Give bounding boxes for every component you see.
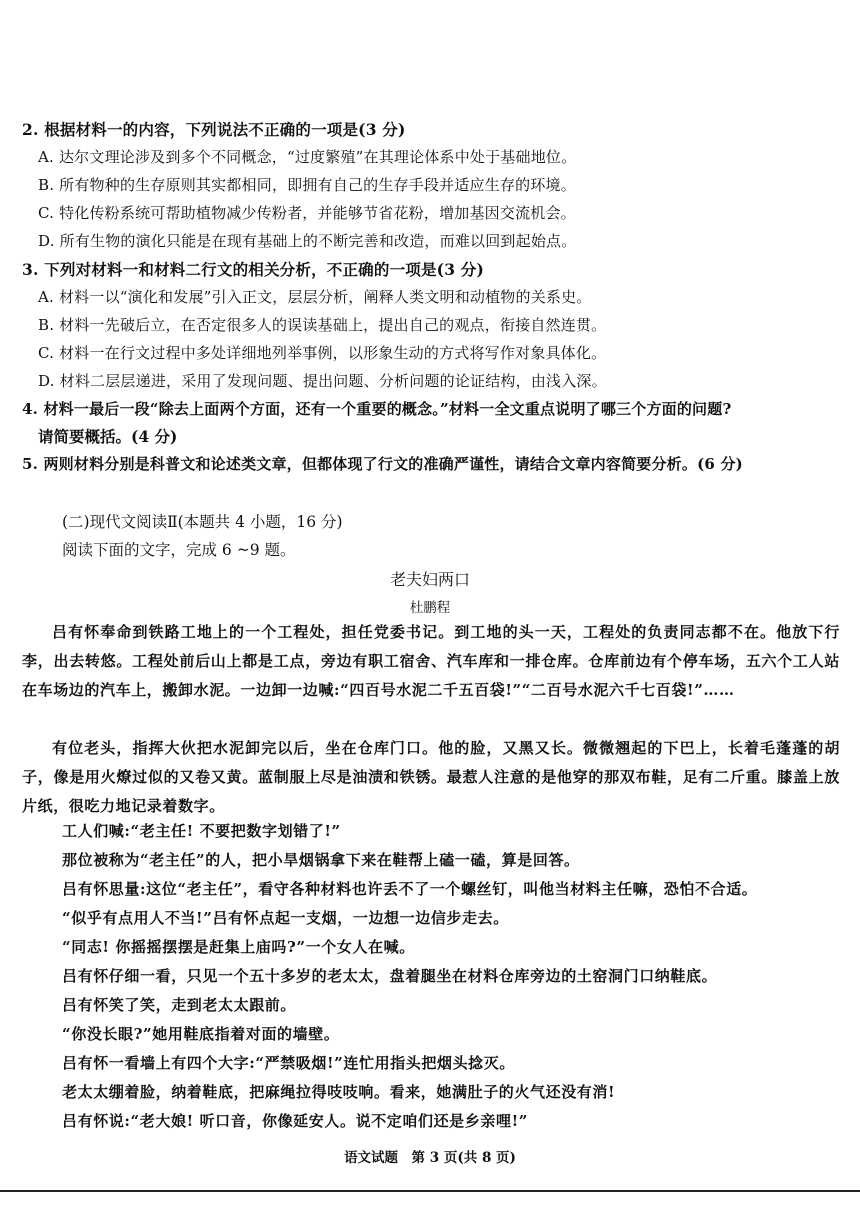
question-2-option-b: B. 所有物种的生存原则其实都相同，即拥有自己的生存手段并适应生存的环境。	[38, 176, 576, 194]
section-2-instruction: 阅读下面的文字，完成 6 ~9 题。	[62, 541, 296, 559]
story-line-6: 吕有怀仔细一看，只见一个五十多岁的老太太，盘着腿坐在材料仓库旁边的土窑洞门口纳鞋底。	[62, 967, 718, 985]
question-3-option-c: C. 材料一在行文过程中多处详细地列举事例，以形象生动的方式将写作对象具体化。	[38, 344, 607, 362]
story-line-10: 老太太绷着脸，纳着鞋底，把麻绳拉得吱吱响。看来，她满肚子的火气还没有消!	[62, 1083, 616, 1101]
question-2-option-c: C. 特化传粉系统可帮助植物减少传粉者，并能够节省花粉，增加基因交流机会。	[38, 204, 576, 222]
question-3-option-d: D. 材料二层层递进，采用了发现问题、提出问题、分析问题的论证结构，由浅入深。	[38, 372, 607, 390]
question-4-continuation: 请简要概括。(4 分)	[38, 427, 178, 446]
story-line-2: 那位被称为“老主任”的人，把小旱烟锅拿下来在鞋帮上磕一磕，算是回答。	[62, 851, 580, 869]
story-line-9: 吕有怀一看墙上有四个大字:“严禁吸烟!”连忙用指头把烟头捻灭。	[62, 1054, 515, 1072]
story-line-7: 吕有怀笑了笑，走到老太太跟前。	[62, 996, 297, 1014]
page-footer: 语文试题 第 3 页(共 8 页)	[344, 1150, 516, 1166]
question-3-stem: 3. 下列对材料一和材料二行文的相关分析，不正确的一项是(3 分)	[22, 260, 485, 279]
story-line-8: “你没长眼?”她用鞋底指着对面的墙壁。	[62, 1025, 340, 1043]
story-title: 老夫妇两口	[389, 570, 470, 589]
question-5-stem: 5. 两则材料分别是科普文和论述类文章，但都体现了行文的准确严谨性，请结合文章内容简要分析。(6 分)	[22, 455, 743, 473]
story-author: 杜鹏程	[409, 600, 451, 616]
question-3-option-a: A. 材料一以“演化和发展”引入正文，层层分析，阐释人类文明和动植物的关系史。	[38, 288, 592, 306]
bottom-divider	[0, 1190, 860, 1192]
story-line-5: “同志! 你摇摇摆摆是赶集上庙吗?”一个女人在喊。	[62, 938, 415, 956]
story-paragraph-1: 吕有怀奉命到铁路工地上的一个工程处，担任党委书记。到工地的头一天，工程处的负责同志都不在。他放下行李，出去转悠。工程处前后山上都是工点，旁边有职工宿舍、汽车库和一排仓库。仓库前边有个停车场，五六个工人站在车场边的汽车上，搬卸水泥。一边卸一边喊:“四百号水泥二千五百袋!”“二百号水泥六千七百袋!”……	[22, 623, 840, 699]
question-2-stem: 2. 根据材料一的内容，下列说法不正确的一项是(3 分)	[22, 120, 406, 139]
story-line-4: “似乎有点用人不当!”吕有怀点起一支烟，一边想一边信步走去。	[62, 909, 509, 927]
question-4-stem: 4. 材料一最后一段“除去上面两个方面，还有一个重要的概念。”材料一全文重点说明了哪三个方面的问题?	[22, 400, 732, 418]
story-paragraph-2: 有位老头，指挥大伙把水泥卸完以后，坐在仓库门口。他的脸，又黑又长。微微翘起的下巴上，长着毛蓬蓬的胡子，像是用火燎过似的又卷又黄。蓝制服上尽是油渍和铁锈。最惹人注意的是他穿的那双布鞋，足有二斤重。膝盖上放片纸，很吃力地记录着数字。	[22, 739, 840, 815]
story-line-3: 吕有怀思量:这位“老主任”，看守各种材料也许丢不了一个螺丝钉，叫他当材料主任嘛，恐怕不合适。	[62, 880, 758, 898]
section-2-heading: (二)现代文阅读Ⅱ(本题共 4 小题，16 分)	[62, 513, 343, 531]
question-3-option-b: B. 材料一先破后立，在否定很多人的误读基础上，提出自己的观点，衔接自然连贯。	[38, 316, 607, 334]
story-line-1: 工人们喊:“老主任! 不要把数字划错了!”	[62, 822, 341, 840]
story-line-11: 吕有怀说:“老大娘! 听口音，你像延安人。说不定咱们还是乡亲哩!”	[62, 1112, 528, 1130]
question-2-option-d: D. 所有生物的演化只能是在现有基础上的不断完善和改造，而难以回到起始点。	[38, 232, 577, 250]
question-2-option-a: A. 达尔文理论涉及到多个不同概念，“过度繁殖”在其理论体系中处于基础地位。	[38, 148, 577, 166]
